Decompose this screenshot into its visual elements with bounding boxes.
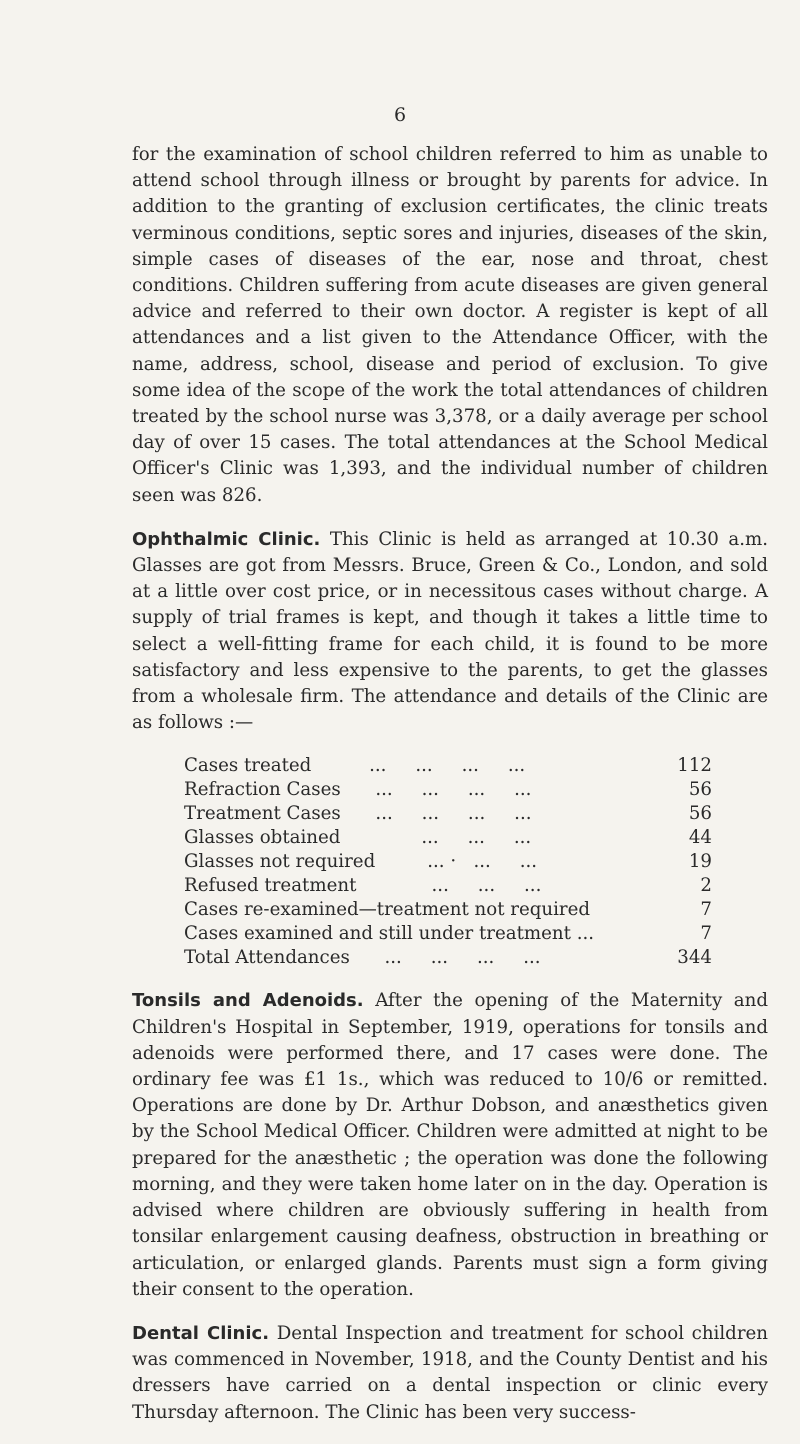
table-row — [184, 754, 712, 778]
stat-label: Refused treatment ... ... ... — [184, 875, 542, 897]
dental-paragraph — [132, 1321, 768, 1426]
ophthalmic-stats-table — [184, 754, 712, 970]
ophthalmic-paragraph — [132, 527, 768, 737]
stat-value: 44 — [688, 827, 712, 849]
stat-label: Glasses obtained ... ... ... — [184, 827, 532, 849]
dental-heading: Dental Clinic. — [132, 1322, 270, 1344]
ophthalmic-text: This Clinic is held as arranged at 10.30 a.m. Glasses are got from Messrs. Bruce, Green & Co., London, and sold at a little over cost price, or in necessitous cases without charge. A supply of trial frames is kept, and though it takes a little time to select a well-fitting frame for each child, it is found to be more satisfactory and less expensive to the parents, to get the glasses from a wholesale firm. The attendance and details of the Clinic are as follows :— — [132, 528, 769, 734]
stat-value: 344 — [677, 947, 712, 969]
stat-value: 56 — [688, 803, 712, 825]
tonsils-paragraph — [132, 988, 768, 1302]
page-number: 6 — [393, 104, 407, 126]
stat-label: Refraction Cases ... ... ... ... — [184, 779, 532, 801]
table-row — [184, 898, 712, 922]
stat-value: 7 — [700, 899, 712, 921]
stat-value: 2 — [700, 875, 712, 897]
stat-label: Cases examined and still under treatment ... — [184, 923, 595, 945]
stat-label: Cases treated ... ... ... ... — [184, 755, 526, 777]
stat-value: 7 — [700, 923, 712, 945]
stat-value: 19 — [688, 851, 712, 873]
table-row — [184, 802, 712, 826]
stat-label: Cases re-examined—treatment not required — [184, 899, 591, 921]
table-row — [184, 874, 712, 898]
document-body — [132, 142, 768, 1444]
stat-label: Glasses not required ... · ... ... — [184, 851, 538, 873]
stat-value: 112 — [677, 755, 712, 777]
table-row — [184, 850, 712, 874]
table-row — [184, 922, 712, 946]
table-row — [184, 946, 712, 970]
tonsils-heading: Tonsils and Adenoids. — [132, 990, 364, 1012]
intro-paragraph: for the examination of school children referred to him as unable to attend school through illness or brought by parents for advice. In addition to the granting of exclusion certificates, the clinic treats verminous conditions, septic sores and injuries, diseases of the skin, simple cases of diseases of the ear, nose and throat, chest conditions. Children suffering from acute diseases are given general advice and referred to their own doctor. A register is kept of all attendances and a list given to the Attendance Officer, with the name, address, school, disease and period of exclusion. To give some idea of the scope of the work the total attendances of children treated by the school nurse was 3,378, or a daily average per school day of over 15 cases. The total attendances at the School Medical Officer's Clinic was 1,393, and the individual number of children seen was 826. — [132, 144, 768, 506]
tonsils-text: After the opening of the Maternity and Children's Hospital in September, 1919, operations for tonsils and adenoids were performed there, and 17 cases were done. The ordinary fee was £1 1s., which was reduced to 10/6 or remitted. Operations are done by Dr. Arthur Dobson, and anæsthetics given by the School Medical Officer. Children were admitted at night to be prepared for the anæsthetic ; the operation was done the following morning, and they were taken home later on in the day. Operation is advised where children are obviously suffering in health from tonsilar enlargement causing deafness, obstruction in breathing or articulation, or enlarged glands. Parents must sign a form giving their consent to the operation. — [132, 990, 768, 1300]
ophthalmic-heading: Ophthalmic Clinic. — [132, 528, 321, 550]
stat-label: Treatment Cases ... ... ... ... — [184, 803, 532, 825]
table-row — [184, 826, 712, 850]
table-row — [184, 778, 712, 802]
dental-text: Dental Inspection and treatment for school children was commenced in November, 1918, and the County Dentist and his dressers have carried on a dental inspection or clinic every Thursday afternoon. The Clinic has been very success- — [132, 1322, 768, 1423]
stat-value: 56 — [688, 779, 712, 801]
stat-label: Total Attendances ... ... ... ... — [184, 947, 541, 969]
